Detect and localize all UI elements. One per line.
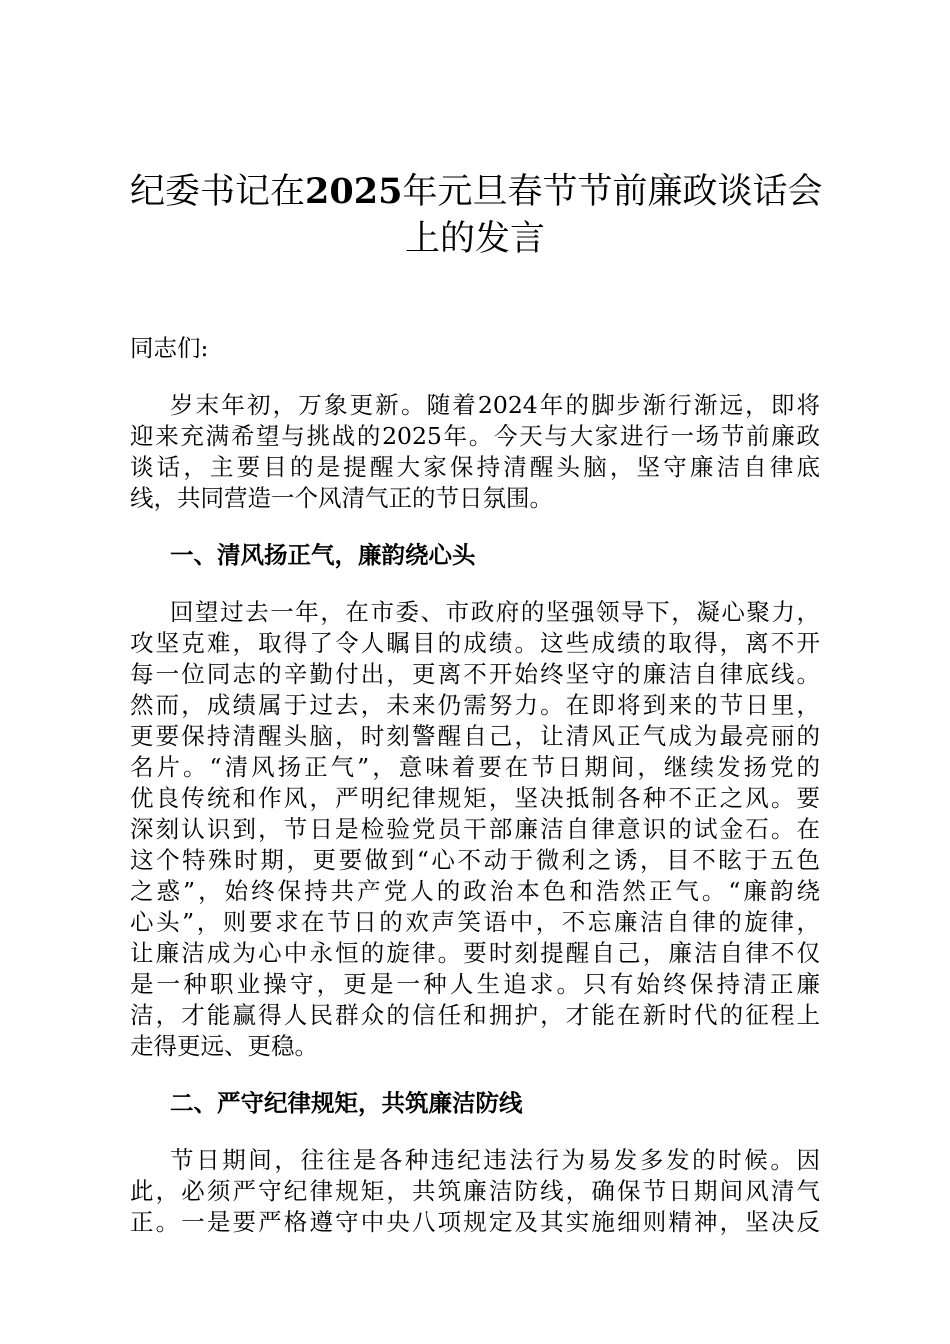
paragraph-line: 之惑”，始终保持共产党人的政治本色和浩然正气。“廉韵绕	[130, 877, 820, 905]
title-year: 2025	[305, 171, 403, 212]
section-1-heading: 一、清风扬正气，廉韵绕心头	[170, 541, 476, 569]
section-1-paragraph	[130, 597, 820, 1062]
intro-paragraph	[130, 390, 820, 514]
paragraph-line: 岁末年初，万象更新。随着2024年的脚步渐行渐远，即将	[170, 391, 820, 419]
paragraph-line: 心头”，则要求在节日的欢声笑语中，不忘廉洁自律的旋律，	[130, 908, 820, 936]
paragraph-line: 每一位同志的辛勤付出，更离不开始终坚守的廉洁自律底线。	[130, 660, 820, 688]
paragraph-line: 让廉洁成为心中永恒的旋律。要时刻提醒自己，廉洁自律不仅	[130, 939, 820, 967]
paragraph-line: 深刻认识到，节日是检验党员干部廉洁自律意识的试金石。在	[130, 815, 820, 843]
paragraph-line: 攻坚克难，取得了令人瞩目的成绩。这些成绩的取得，离不开	[130, 629, 820, 657]
paragraph-line: 节日期间，往往是各种违纪违法行为易发多发的时候。因	[170, 1146, 820, 1174]
paragraph-line: 走得更远、更稳。	[130, 1032, 318, 1060]
paragraph-line: 这个特殊时期，更要做到“心不动于微利之诱，目不眩于五色	[130, 846, 820, 874]
paragraph-line: 然而，成绩属于过去，未来仍需努力。在即将到来的节日里，	[130, 691, 820, 719]
paragraph-line: 名片。“清风扬正气”，意味着要在节日期间，继续发扬党的	[130, 753, 820, 781]
greeting: 同志们:	[130, 334, 209, 362]
paragraph-line: 线，共同营造一个风清气正的节日氛围。	[130, 484, 553, 512]
paragraph-line: 此，必须严守纪律规矩，共筑廉洁防线，确保节日期间风清气	[130, 1177, 820, 1205]
section-2-paragraph	[130, 1145, 820, 1238]
paragraph-line: 优良传统和作风，严明纪律规矩，坚决抵制各种不正之风。要	[130, 784, 820, 812]
section-2-heading: 二、严守纪律规矩，共筑廉洁防线	[170, 1089, 523, 1117]
title-line-2: 上的发言	[404, 219, 545, 259]
paragraph-line: 正。一是要严格遵守中央八项规定及其实施细则精神，坚决反	[130, 1208, 820, 1236]
document-body	[130, 333, 820, 1264]
paragraph-line: 回望过去一年，在市委、市政府的坚强领导下，凝心聚力，	[170, 598, 820, 626]
title-line-1: 纪委书记在2025年元旦春节节前廉政谈话会	[130, 171, 823, 212]
paragraph-line: 是一种职业操守，更是一种人生追求。只有始终保持清正廉	[130, 970, 820, 998]
paragraph-line: 谈话，主要目的是提醒大家保持清醒头脑，坚守廉洁自律底	[130, 453, 820, 481]
paragraph-line: 更要保持清醒头脑，时刻警醒自己，让清风正气成为最亮丽的	[130, 722, 820, 750]
document-title	[130, 168, 823, 263]
paragraph-line: 洁，才能赢得人民群众的信任和拥护，才能在新时代的征程上	[130, 1001, 820, 1029]
paragraph-line: 迎来充满希望与挑战的2025年。今天与大家进行一场节前廉政	[130, 422, 820, 450]
